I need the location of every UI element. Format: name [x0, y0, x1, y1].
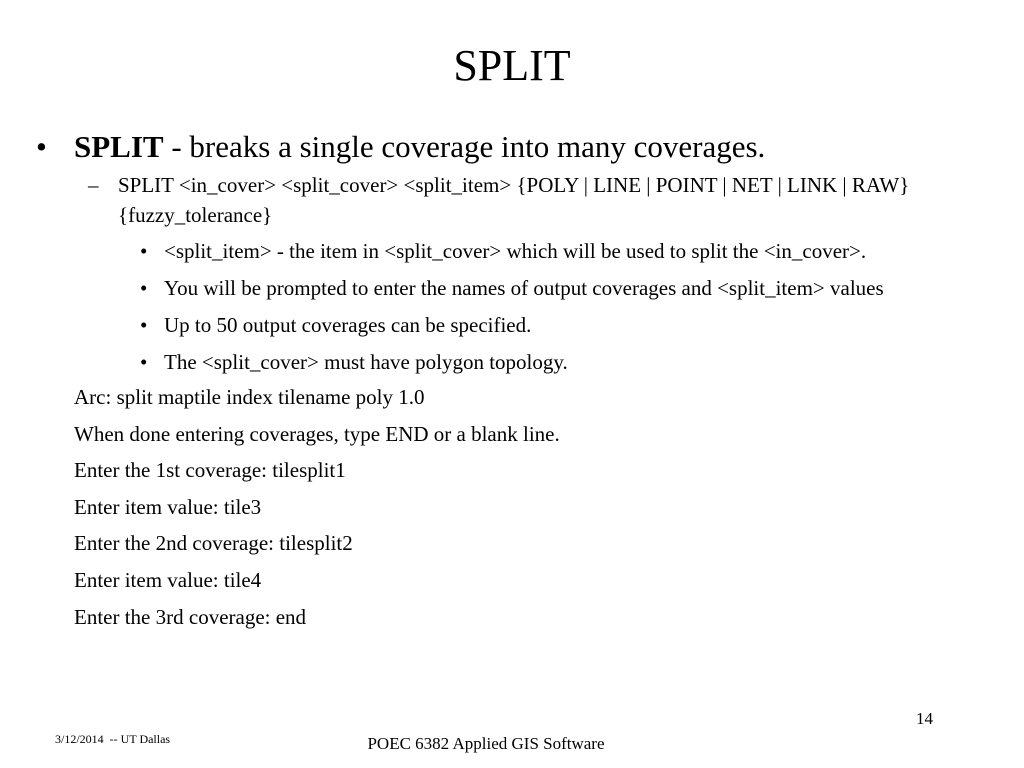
bullet-icon: • [140, 313, 148, 337]
bullet-icon: • [36, 129, 47, 164]
syntax-text: SPLIT <in_cover> <split_cover> <split_item> {POLY | LINE | POINT | NET | LINK | RAW} {fuzzy_tolerance} [118, 173, 910, 227]
sub-bullet-text: <split_item> - the item in <split_cover> which will be used to split the <in_cover>. [164, 239, 867, 263]
session-line: Enter the 2nd coverage: tilesplit2 [74, 531, 353, 556]
sub-bullet-item [36, 310, 966, 341]
bullet-icon: • [140, 239, 148, 263]
sub-bullet-item [36, 347, 966, 378]
sub-bullet-text: The <split_cover> must have polygon topology. [164, 350, 568, 374]
session-line: When done entering coverages, type END or a blank line. [74, 421, 560, 446]
dash-icon: – [88, 173, 99, 197]
session-line: Enter item value: tile4 [74, 567, 262, 592]
main-bullet-keyword: SPLIT [74, 129, 164, 164]
syntax-item [36, 170, 966, 230]
sub-bullet-text: You will be prompted to enter the names of output coverages and <split_item> values [164, 276, 884, 300]
footer-course: POEC 6382 Applied GIS Software [367, 734, 605, 753]
sub-bullet-item [36, 236, 966, 267]
slide-body [36, 126, 966, 633]
main-bullet-text: - breaks a single coverage into many coverages. [163, 129, 766, 164]
bullet-icon: • [140, 276, 148, 300]
main-bullet [36, 126, 966, 168]
slide-title: SPLIT [453, 41, 571, 90]
footer-date: 3/12/2014 -- UT Dallas [55, 732, 171, 746]
bullet-icon: • [140, 350, 148, 374]
session-line: Arc: split maptile index tilename poly 1.0 [74, 385, 425, 409]
session-line: Enter the 1st coverage: tilesplit1 [74, 458, 346, 483]
session-transcript [36, 382, 966, 633]
session-line: Enter item value: tile3 [74, 494, 262, 519]
sub-bullet-text: Up to 50 output coverages can be specified. [164, 313, 532, 337]
sub-bullet-item [36, 273, 966, 304]
session-line: Enter the 3rd coverage: end [74, 604, 307, 629]
page-number: 14 [916, 709, 933, 728]
